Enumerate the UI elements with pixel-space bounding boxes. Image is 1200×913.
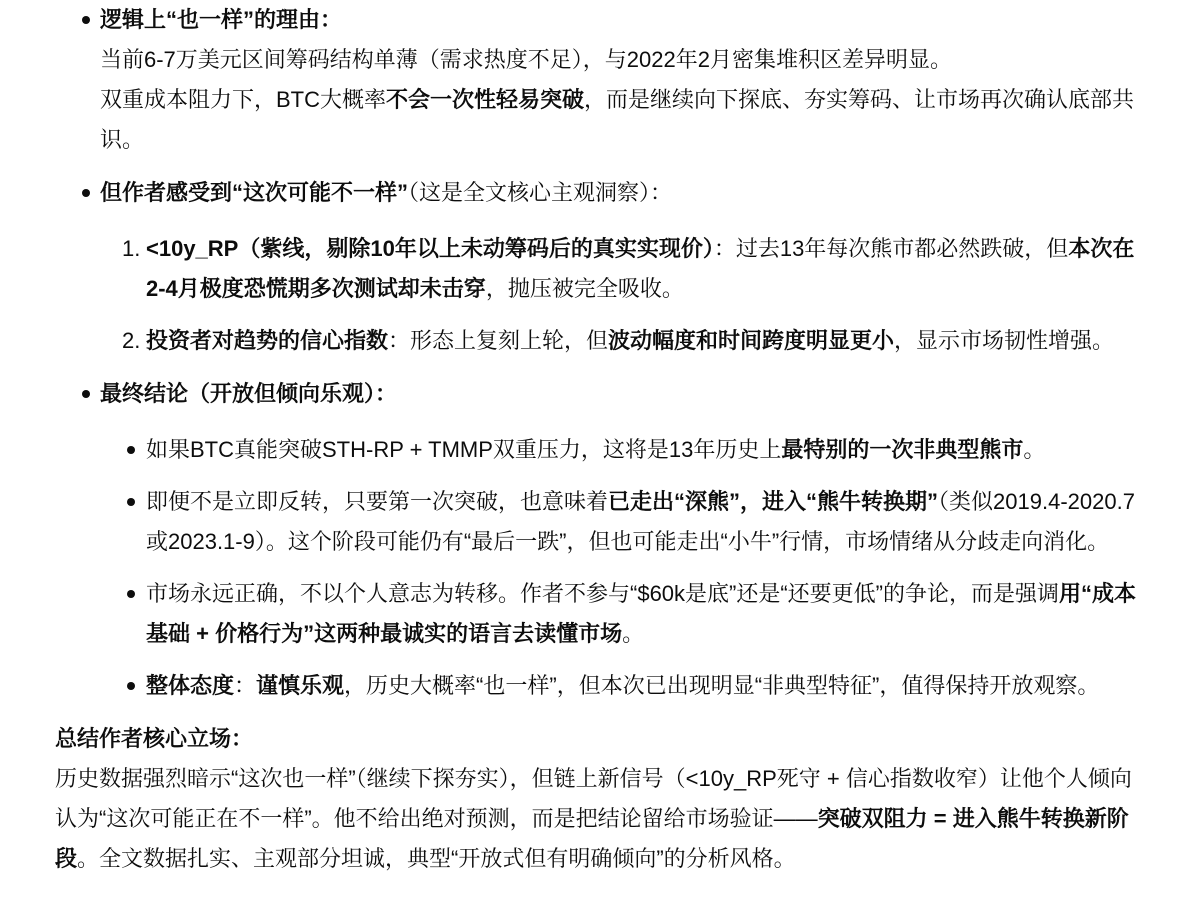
paragraph <box>100 80 1148 160</box>
text-run-bold: 波动幅度和时间跨度明显更小 <box>608 328 895 353</box>
bullet-icon <box>82 16 90 24</box>
bullet-icon <box>127 498 135 506</box>
text-run: ，抛压被完全吸收。 <box>485 276 684 301</box>
item-title: 逻辑上“也一样”的理由： <box>100 7 343 32</box>
text-run: 即便不是立即反转，只要第一次突破，也意味着 <box>146 489 609 514</box>
text-run: 如果BTC真能突破STH-RP + TMMP双重压力，这将是13年历史上 <box>146 437 782 462</box>
bullet-icon <box>127 682 135 690</box>
bullet-icon <box>127 446 135 454</box>
bullet-icon <box>82 189 90 197</box>
paragraph <box>146 229 1148 309</box>
item-title: 最终结论（开放但倾向乐观）： <box>100 381 398 406</box>
text-run-bold: 用“成本基础 + 价格行为”这两种最诚实的语言去读懂市场 <box>146 581 1137 646</box>
text-run: 双重成本阻力下，BTC大概率 <box>100 87 387 112</box>
ordered-item-confidence-index <box>100 321 1148 361</box>
text-run: ，历史大概率“也一样”，但本次已出现明显“非典型特征”，值得保持开放观察。 <box>344 673 1100 698</box>
item-title: 但作者感受到“这次可能不一样” <box>100 180 409 205</box>
text-run: 。 <box>622 621 645 646</box>
text-run-bold: 本次在2-4月极度恐慌期多次测试却未击穿 <box>146 236 1135 301</box>
text-run: 市场永远正确，不以个人意志为转移。作者不参与“$60k是底”还是“还要更低”的争论，而是强调 <box>146 581 1060 606</box>
paragraph <box>146 430 1148 470</box>
text-run: ：形态上复刻上轮，但 <box>388 328 609 353</box>
summary-section <box>55 719 1148 879</box>
text-run-bold: 突破双阻力 = 进入熊牛转换新阶段 <box>55 806 1129 871</box>
summary-title: 总结作者核心立场： <box>55 726 254 751</box>
text-run: （这是全文核心主观洞察）： <box>408 180 673 205</box>
ordered-marker: 2. <box>122 328 141 353</box>
paragraph <box>146 321 1148 361</box>
text-run: ，而是继续向下探底、夯实筹码、让市场再次确认底部共识。 <box>100 87 1135 152</box>
text-run: （类似2019.4-2020.7或2023.1-9）。这个阶段可能仍有“最后一跌”，但也可能走出“小牛”行情，市场情绪从分歧走向消化。 <box>146 489 1135 554</box>
text-run-bold: 已走出“深熊”，进入“熊牛转换期” <box>608 489 939 514</box>
sub-item-breakout <box>100 430 1148 470</box>
text-run-bold: 谨慎乐观 <box>256 673 345 698</box>
bullet-icon <box>82 390 90 398</box>
ordered-item-10y-rp <box>100 229 1148 309</box>
sub-item-overall-attitude <box>100 666 1148 706</box>
text-run-bold: 最特别的一次非典型熊市 <box>781 437 1024 462</box>
summary-title-line <box>55 719 1148 759</box>
text-run: ，显示市场韧性增强。 <box>894 328 1115 353</box>
text-run: 历史数据强烈暗示“这次也一样”（继续下探夯实），但链上新信号（<10y_RP死守 + 信心指数收窄）让他个人倾向认为“这次可能正在不一样”。他不给出绝对预测，而是把结论留给市场验证—— <box>55 766 1132 831</box>
sub-item-market-always-right <box>100 574 1148 654</box>
text-run: ：过去13年每次熊市都必然跌破，但 <box>713 236 1069 261</box>
sub-item-bear-bull-transition <box>100 482 1148 562</box>
text-run-bold: <10y_RP（紫线，剔除10年以上未动筹码后的真实实现价） <box>146 236 714 261</box>
item-title-line <box>100 374 1148 414</box>
text-run-bold: 整体态度 <box>146 673 235 698</box>
ordered-list <box>100 229 1148 361</box>
text-run: 当前6-7万美元区间筹码结构单薄（需求热度不足），与2022年2月密集堆积区差异明显。 <box>100 47 952 72</box>
bullet-icon <box>127 590 135 598</box>
list-item-final-conclusion <box>55 374 1148 706</box>
ordered-marker: 1. <box>122 236 141 261</box>
paragraph <box>100 40 1148 80</box>
sub-bullet-list <box>100 430 1148 706</box>
item-title-line <box>100 0 1148 40</box>
bullet-list <box>55 0 1148 706</box>
summary-paragraph <box>55 759 1148 879</box>
list-item-this-time-different <box>55 173 1148 361</box>
text-run: ： <box>234 673 257 698</box>
paragraph <box>146 574 1148 654</box>
text-run-bold: 投资者对趋势的信心指数 <box>146 328 389 353</box>
text-run-bold: 不会一次性轻易突破 <box>386 87 585 112</box>
paragraph <box>146 482 1148 562</box>
text-run: 。全文数据扎实、主观部分坦诚，典型“开放式但有明确倾向”的分析风格。 <box>77 846 796 871</box>
list-item-logic-same <box>55 0 1148 160</box>
item-title-line <box>100 173 1148 213</box>
paragraph <box>146 666 1148 706</box>
text-run: 。 <box>1023 437 1046 462</box>
